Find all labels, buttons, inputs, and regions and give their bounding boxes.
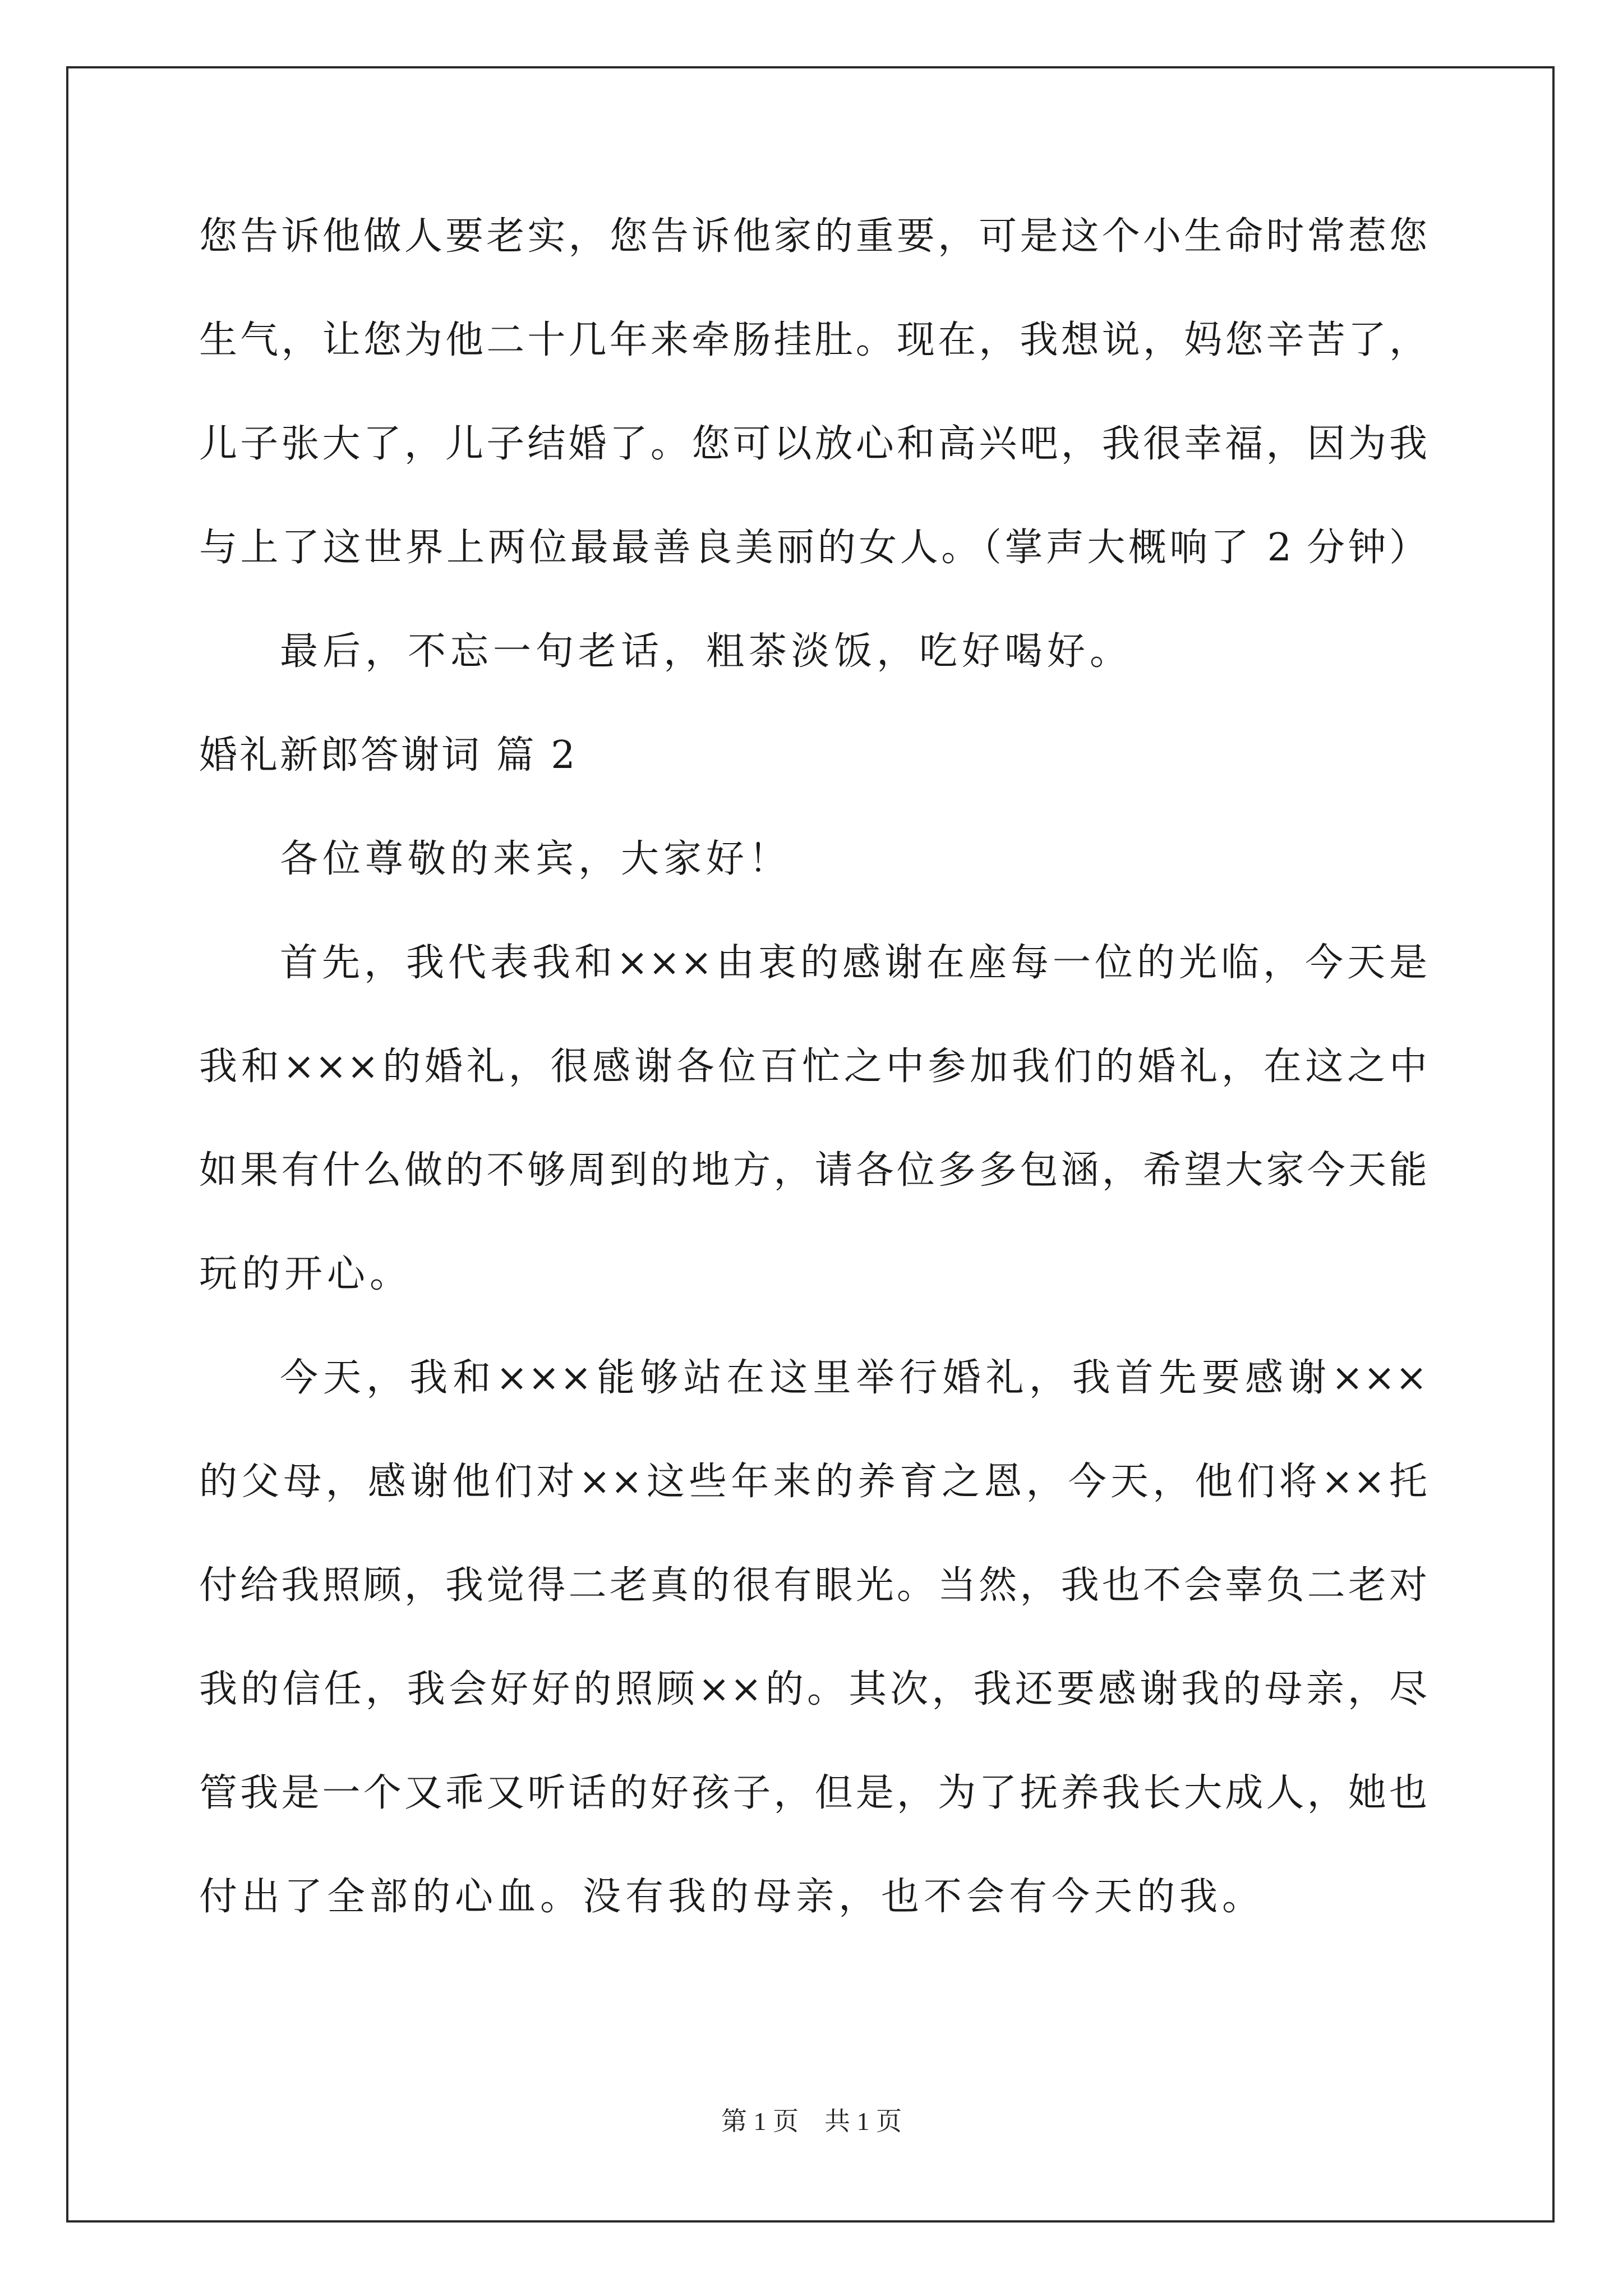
text-line: 儿子张大了，儿子结婚了。您可以放心和高兴吧，我很幸福，因为我 bbox=[199, 422, 1427, 466]
section-heading: 婚礼新郎答谢词 篇 2 bbox=[199, 733, 578, 777]
page-number-footer: 第 1 页 共 1 页 bbox=[721, 2107, 902, 2136]
text-line: 我和×××的婚礼，很感谢各位百忙之中参加我们的婚礼，在这之中 bbox=[199, 1045, 1427, 1089]
text-line: 玩的开心。 bbox=[199, 1252, 413, 1296]
text-line: 最后，不忘一句老话，粗茶淡饭，吃好喝好。 bbox=[280, 629, 1133, 674]
text-line: 首先，我代表我和×××由衷的感谢在座每一位的光临，今天是 bbox=[280, 941, 1427, 985]
text-line: 生气，让您为他二十几年来牵肠挂肚。现在，我想说，妈您辛苦了， bbox=[199, 318, 1427, 362]
text-line: 的父母，感谢他们对××这些年来的养育之恩，今天，他们将××托 bbox=[199, 1460, 1427, 1504]
text-line: 今天，我和×××能够站在这里举行婚礼，我首先要感谢××× bbox=[280, 1356, 1427, 1400]
text-line: 付出了全部的心血。没有我的母亲，也不会有今天的我。 bbox=[199, 1875, 1265, 1919]
text-line: 与上了这世界上两位最最善良美丽的女人。（掌声大概响了 2 分钟） bbox=[199, 526, 1427, 570]
text-line: 我的信任，我会好好的照顾××的。其次，我还要感谢我的母亲，尽 bbox=[199, 1667, 1427, 1711]
text-line: 付给我照顾，我觉得二老真的很有眼光。当然，我也不会辜负二老对 bbox=[199, 1563, 1427, 1608]
text-line: 各位尊敬的来宾，大家好！ bbox=[280, 837, 792, 881]
text-line: 您告诉他做人要老实，您告诉他家的重要，可是这个小生命时常惹您 bbox=[199, 214, 1427, 259]
text-line: 管我是一个又乖又听话的好孩子，但是，为了抚养我长大成人，她也 bbox=[199, 1771, 1427, 1815]
text-line: 如果有什么做的不够周到的地方，请各位多多包涵，希望大家今天能 bbox=[199, 1148, 1427, 1193]
